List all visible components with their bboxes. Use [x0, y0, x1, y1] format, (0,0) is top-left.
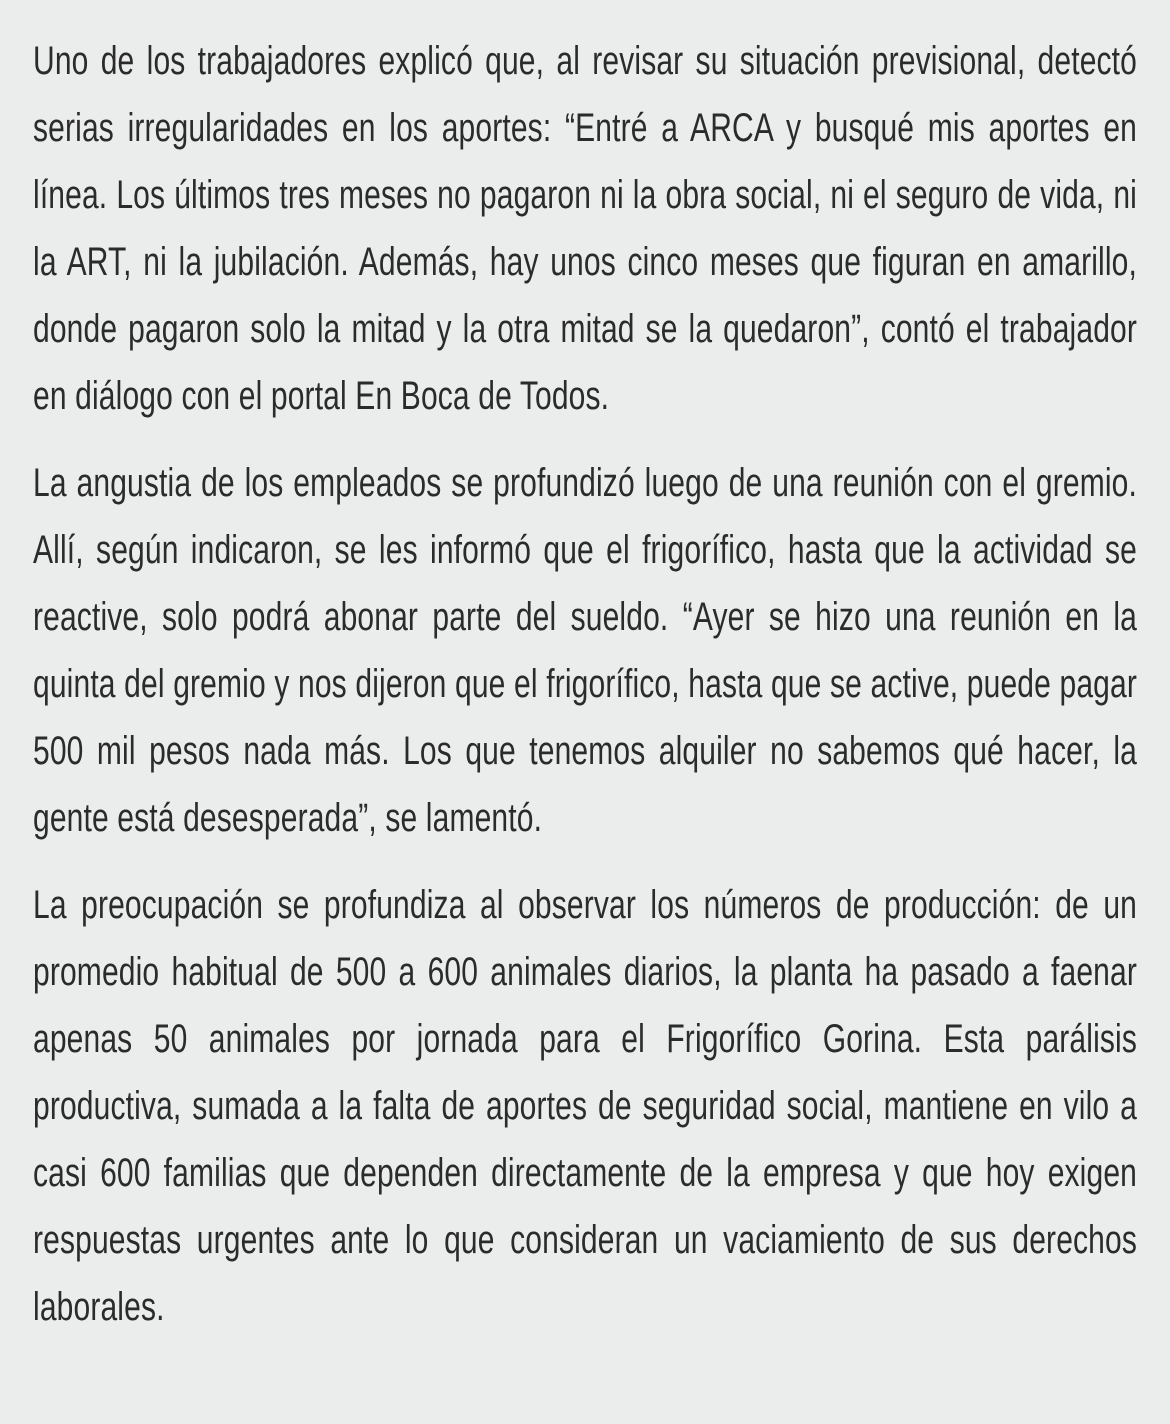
paragraph-union-meeting: La angustia de los empleados se profundizó luego de una reunión con el gremio. Allí, según indicaron, se les informó que el frigorífico, hasta que la actividad se reactive, solo podrá abonar parte del sueldo. “Ayer se hizo una reunión en la quinta del gremio y nos dijeron que el frigorífico, hasta que se active, puede pagar 500 mil pesos nada más. Los que tenemos alquiler no sabemos qué hacer, la gente está desesperada”, se lamentó. [33, 461, 1137, 840]
paragraph-production-numbers: La preocupación se profundiza al observar los números de producción: de un promedio habitual de 500 a 600 animales diarios, la planta ha pasado a faenar apenas 50 animales por jornada para el Frigorífico Gorina. Esta parálisis productiva, sumada a la falta de aportes de seguridad social, mantiene en vilo a casi 600 familias que dependen directamente de la empresa y que hoy exigen respuestas urgentes ante lo que consideran un vaciamiento de sus derechos laborales. [33, 883, 1137, 1329]
article-text-block [33, 28, 1137, 1341]
paragraph-worker-quote: Uno de los trabajadores explicó que, al revisar su situación previsional, detectó serias irregularidades en los aportes: “Entré a ARCA y busqué mis aportes en línea. Los últimos tres meses no pagaron ni la obra social, ni el seguro de vida, ni la ART, ni la jubilación. Además, hay unos cinco meses que figuran en amarillo, donde pagaron solo la mitad y la otra mitad se la quedaron”, contó el trabajador en diálogo con el portal En Boca de Todos. [33, 39, 1137, 418]
